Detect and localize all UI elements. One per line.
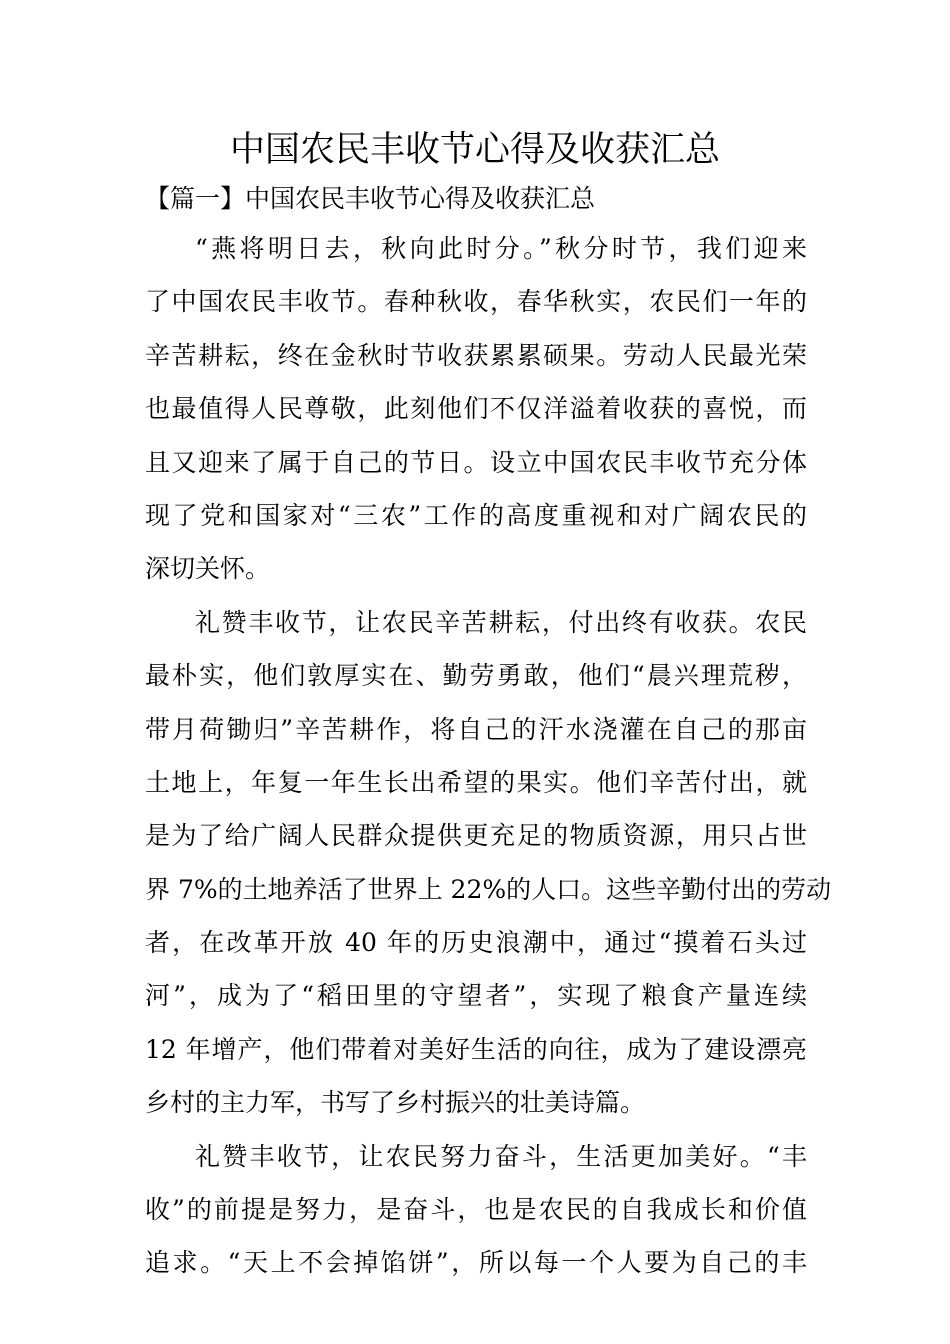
paragraph-line: 最朴实，他们敦厚实在、勤劳勇敢，他们“晨兴理荒秽， (145, 661, 807, 691)
paragraph-line: “燕将明日去，秋向此时分。”秋分时节，我们迎来 (195, 234, 807, 263)
paragraph-line: 也最值得人民尊敬，此刻他们不仅洋溢着收获的喜悦，而 (145, 394, 807, 424)
paragraph-line: 土地上，年复一年生长出希望的果实。他们辛苦付出，就 (145, 767, 807, 797)
paragraph-line: 是为了给广阔人民群众提供更充足的物质资源，用只占世 (145, 821, 807, 851)
paragraph-line: 礼赞丰收节，让农民努力奋斗，生活更加美好。“丰 (195, 1141, 807, 1171)
paragraph (145, 1130, 807, 1290)
paragraph-line: 且又迎来了属于自己的节日。设立中国农民丰收节充分体 (145, 447, 807, 477)
paragraph-line: 者，在改革开放 40 年的历史浪潮中，通过“摸着石头过 (145, 928, 807, 958)
paragraph-line: 河”，成为了“稻田里的守望者”，实现了粮食产量连续 (145, 981, 807, 1011)
section-heading: 【篇一】中国农民丰收节心得及收获汇总 (145, 184, 596, 213)
paragraph-line: 乡村的主力军，书写了乡村振兴的壮美诗篇。 (145, 1088, 646, 1118)
paragraph-line: 现了党和国家对“三农”工作的高度重视和对广阔农民的 (145, 500, 807, 530)
paragraph-line: 12 年增产，他们带着对美好生活的向往，成为了建设漂亮 (145, 1034, 807, 1064)
document-title: 中国农民丰收节心得及收获汇总 (229, 130, 720, 170)
paragraph-line: 追求。“天上不会掉馅饼”，所以每一个人要为自己的丰 (145, 1248, 807, 1278)
paragraph-line: 收”的前提是努力，是奋斗，也是农民的自我成长和价值 (145, 1195, 807, 1225)
document-body (145, 222, 832, 1290)
paragraph (145, 596, 832, 1130)
paragraph-line: 带月荷锄归”辛苦耕作，将自己的汗水浇灌在自己的那亩 (145, 714, 807, 744)
paragraph-line: 礼赞丰收节，让农民辛苦耕耘，付出终有收获。农民 (195, 607, 807, 637)
paragraph (145, 222, 807, 596)
paragraph-line: 深切关怀。 (145, 554, 271, 584)
paragraph-line: 界 7%的土地养活了世界上 22%的人口。这些辛勤付出的劳动 (145, 874, 832, 904)
paragraph-line: 辛苦耕耘，终在金秋时节收获累累硕果。劳动人民最光荣 (145, 340, 807, 370)
paragraph-line: 了中国农民丰收节。春种秋收，春华秋实，农民们一年的 (145, 287, 807, 317)
